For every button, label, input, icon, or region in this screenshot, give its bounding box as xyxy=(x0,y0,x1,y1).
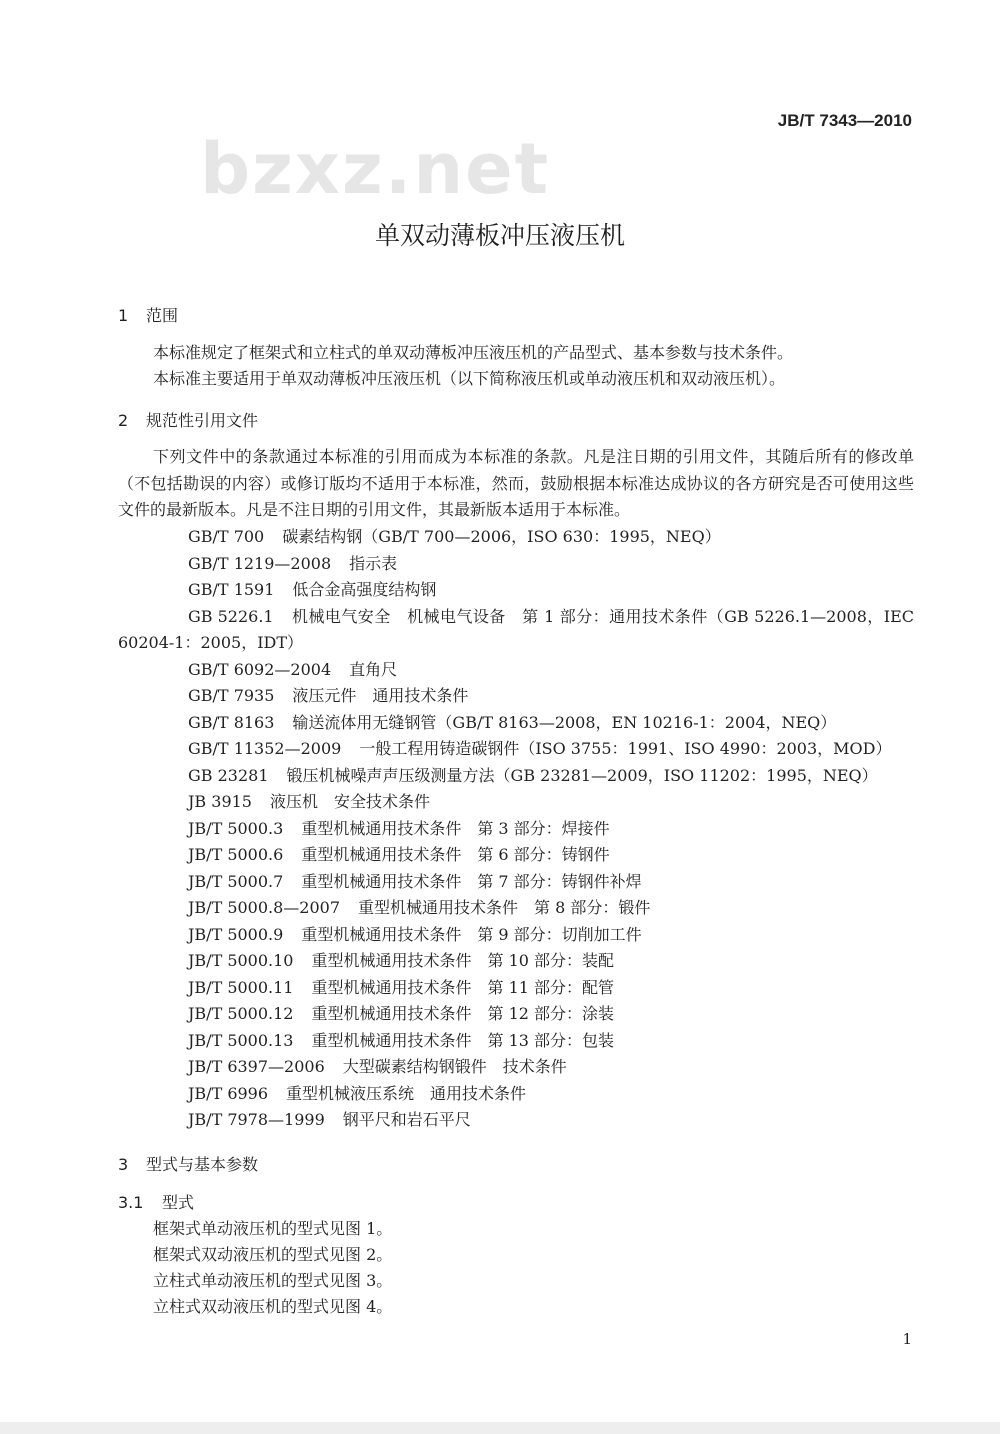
section-3-heading xyxy=(118,1152,258,1175)
subsection-line: 立柱式双动液压机的型式见图 4。 xyxy=(153,1297,393,1316)
reference-item xyxy=(118,604,914,657)
reference-code: JB/T 6397—2006 xyxy=(188,1057,325,1076)
standard-number: JB/T 7343—2010 xyxy=(777,111,912,130)
section-title: 范围 xyxy=(146,306,179,325)
reference-item xyxy=(118,1028,914,1055)
reference-title: 重型机械液压系统 通用技术条件 xyxy=(286,1083,527,1103)
subsection-title: 型式 xyxy=(162,1193,195,1212)
reference-item xyxy=(118,948,914,975)
reference-code: GB/T 700 xyxy=(188,527,265,546)
reference-code: JB/T 5000.13 xyxy=(188,1030,294,1050)
reference-title: 指示表 xyxy=(349,553,398,573)
reference-title: 低合金高强度结构钢 xyxy=(292,580,437,599)
reference-title: 重型机械通用技术条件 第 10 部分：装配 xyxy=(311,951,615,970)
reference-item xyxy=(118,842,914,869)
reference-code: JB/T 5000.3 xyxy=(188,818,284,838)
page-number: 1 xyxy=(902,1330,912,1348)
reference-title: 大型碳素结构钢锻件 技术条件 xyxy=(342,1057,567,1076)
section-number: 2 xyxy=(118,411,129,430)
reference-title: 机械电气安全 机械电气设备 第 1 部分：通用技术条件（GB 5226.1—2008，IEC 60204-1：2005，IDT） xyxy=(118,606,914,652)
subsection-line: 立柱式单动液压机的型式见图 3。 xyxy=(153,1271,393,1290)
reference-item xyxy=(118,975,914,1002)
reference-title: 重型机械通用技术条件 第 13 部分：包装 xyxy=(311,1030,615,1050)
reference-item xyxy=(118,1054,914,1081)
page-bottom-bar xyxy=(0,1422,1000,1434)
reference-code: GB 23281 xyxy=(188,765,269,785)
reference-item xyxy=(118,895,914,922)
reference-item xyxy=(118,816,914,843)
reference-code: GB/T 7935 xyxy=(188,686,275,705)
reference-code: JB/T 5000.10 xyxy=(188,951,294,970)
reference-title: 重型机械通用技术条件 第 3 部分：焊接件 xyxy=(301,818,610,838)
reference-code: JB/T 7978—1999 xyxy=(188,1110,325,1129)
section-1-heading xyxy=(118,303,178,326)
section-1-paragraph: 本标准主要适用于单双动薄板冲压液压机（以下简称液压机或单动液压机和双动液压机）。 xyxy=(153,369,786,388)
section-title: 规范性引用文件 xyxy=(146,411,259,430)
watermark: bzxz.net xyxy=(200,128,551,210)
reference-item xyxy=(118,710,914,737)
reference-item xyxy=(118,922,914,949)
reference-title: 重型机械通用技术条件 第 6 部分：铸钢件 xyxy=(301,845,610,864)
subsection-line: 框架式双动液压机的型式见图 2。 xyxy=(153,1245,393,1264)
reference-code: JB/T 5000.6 xyxy=(188,845,284,864)
subsection-number: 3.1 xyxy=(118,1193,144,1212)
reference-title: 重型机械通用技术条件 第 11 部分：配管 xyxy=(311,977,615,997)
reference-title: 重型机械通用技术条件 第 12 部分：涂装 xyxy=(311,1004,615,1023)
reference-code: JB/T 6996 xyxy=(188,1083,269,1103)
reference-code: JB/T 5000.8—2007 xyxy=(188,898,341,917)
reference-item xyxy=(118,1001,914,1028)
reference-title: 重型机械通用技术条件 第 8 部分：锻件 xyxy=(358,898,651,917)
reference-title: 直角尺 xyxy=(349,659,398,679)
section-number: 1 xyxy=(118,306,129,325)
section-1-paragraph: 本标准规定了框架式和立柱式的单双动薄板冲压液压机的产品型式、基本参数与技术条件。 xyxy=(153,343,794,362)
reference-title: 碳素结构钢（GB/T 700—2006，ISO 630：1995，NEQ） xyxy=(282,527,721,546)
reference-code: GB/T 8163 xyxy=(188,712,275,732)
reference-code: JB/T 5000.9 xyxy=(188,924,284,944)
reference-list xyxy=(118,524,914,1134)
reference-title: 锻压机械噪声声压级测量方法（GB 23281—2009，ISO 11202：1995，NEQ） xyxy=(286,765,878,785)
reference-item xyxy=(118,869,914,896)
reference-code: JB 3915 xyxy=(188,792,252,811)
section-title: 型式与基本参数 xyxy=(146,1155,259,1174)
reference-item xyxy=(118,524,914,551)
reference-code: GB/T 1591 xyxy=(188,580,275,599)
reference-title: 重型机械通用技术条件 第 7 部分：铸钢件补焊 xyxy=(301,871,642,891)
reference-item xyxy=(118,1081,914,1108)
reference-item xyxy=(118,736,914,763)
reference-code: JB/T 5000.11 xyxy=(188,977,294,997)
reference-title: 液压元件 通用技术条件 xyxy=(292,686,469,705)
reference-code: GB/T 1219—2008 xyxy=(188,553,332,573)
subsection-3-1-heading xyxy=(118,1190,194,1213)
reference-code: GB/T 11352—2009 xyxy=(188,739,342,758)
section-2-heading xyxy=(118,408,258,431)
reference-item xyxy=(118,551,914,578)
reference-item xyxy=(118,789,914,816)
reference-code: GB 5226.1 xyxy=(188,606,274,626)
reference-item xyxy=(118,657,914,684)
reference-title: 钢平尺和岩石平尺 xyxy=(342,1110,471,1129)
reference-item xyxy=(118,683,914,710)
reference-title: 液压机 安全技术条件 xyxy=(269,792,430,811)
reference-title: 重型机械通用技术条件 第 9 部分：切削加工件 xyxy=(301,924,642,944)
subsection-line: 框架式单动液压机的型式见图 1。 xyxy=(153,1219,393,1238)
reference-item xyxy=(118,1107,914,1134)
reference-item xyxy=(118,577,914,604)
reference-item xyxy=(118,763,914,790)
reference-code: JB/T 5000.12 xyxy=(188,1004,294,1023)
reference-title: 一般工程用铸造碳钢件（ISO 3755：1991、ISO 4990：2003，MOD） xyxy=(359,739,892,758)
section-2-intro: 下列文件中的条款通过本标准的引用而成为本标准的条款。凡是注日期的引用文件，其随后所有的修改单（不包括勘误的内容）或修订版均不适用于本标准，然而，鼓励根据本标准达成协议的各方研究是否可使用这些文件的最新版本。凡是不注日期的引用文件，其最新版本适用于本标准。 xyxy=(118,447,914,519)
reference-title: 输送流体用无缝钢管（GB/T 8163—2008，EN 10216-1：2004，NEQ） xyxy=(292,712,837,732)
reference-code: JB/T 5000.7 xyxy=(188,871,284,891)
section-number: 3 xyxy=(118,1155,129,1174)
reference-code: GB/T 6092—2004 xyxy=(188,659,332,679)
document-title: 单双动薄板冲压液压机 xyxy=(374,221,625,250)
